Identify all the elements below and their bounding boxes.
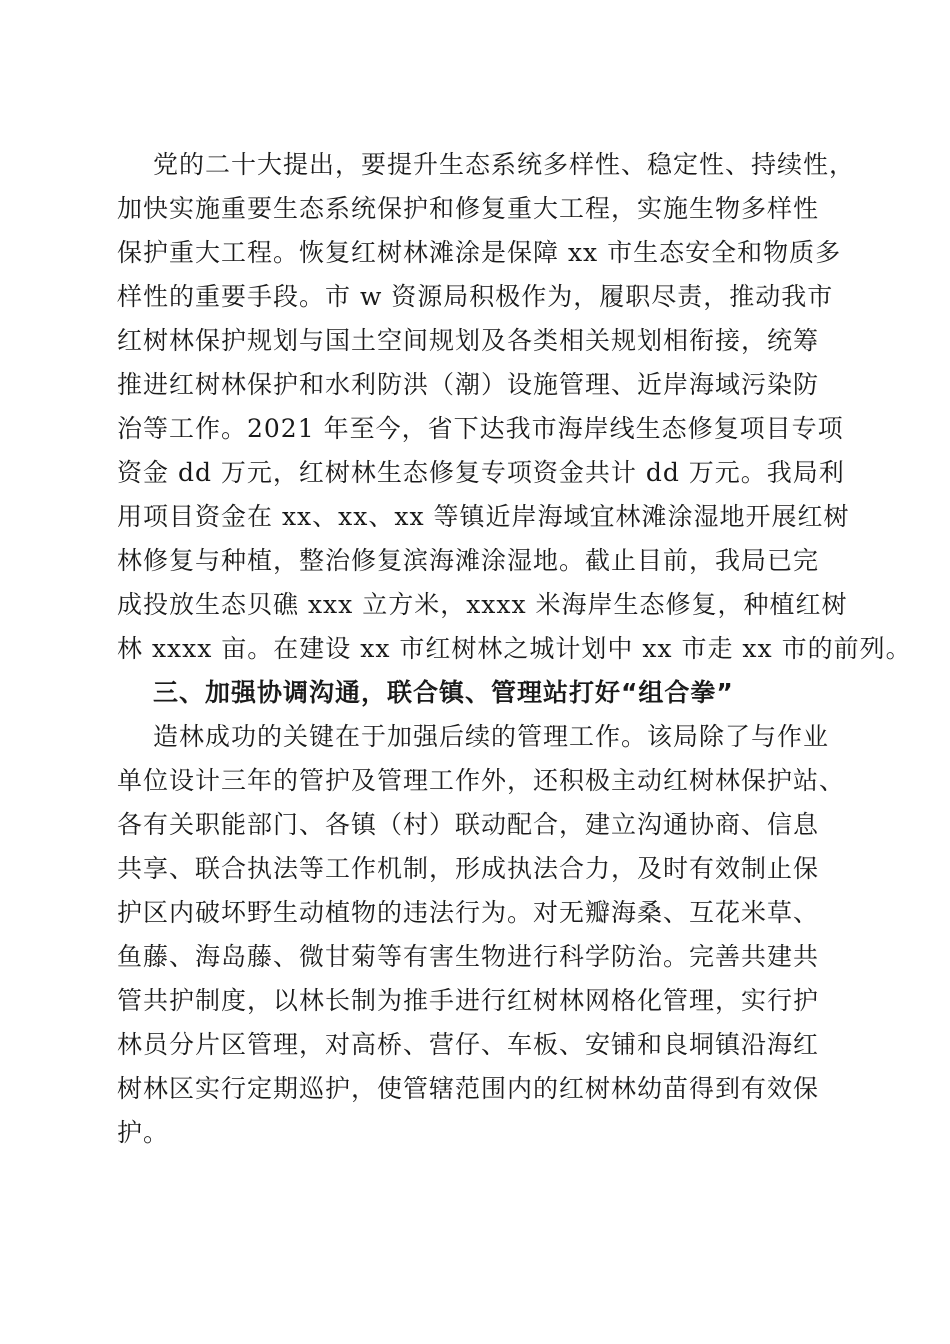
- paragraph-2-line-4: 共享、联合执法等工作机制，形成执法合力，及时有效制止保: [117, 854, 820, 883]
- paragraph-1-line-4: 样性的重要手段。市 w 资源局积极作为，履职尽责，推动我市: [117, 282, 834, 311]
- paragraph-2-line-8: 林员分片区管理，对高桥、营仔、车板、安铺和良垌镇沿海红: [117, 1030, 820, 1059]
- section-3-heading: 三、加强协调沟通，联合镇、管理站打好“组合拳”: [153, 678, 734, 707]
- paragraph-2-line-7: 管共护制度，以林长制为推手进行红树林网格化管理，实行护: [117, 986, 820, 1015]
- paragraph-1-line-8: 资金 dd 万元，红树林生态修复专项资金共计 dd 万元。我局利: [117, 458, 845, 487]
- paragraph-2-line-6: 鱼藤、海岛藤、微甘菊等有害生物进行科学防治。完善共建共: [117, 942, 820, 971]
- paragraph-2-line-3: 各有关职能部门、各镇（村）联动配合，建立沟通协商、信息: [117, 810, 820, 839]
- paragraph-1-line-11: 成投放生态贝礁 xxx 立方米，xxxx 米海岸生态修复，种植红树: [117, 590, 848, 619]
- paragraph-1-line-10: 林修复与种植，整治修复滨海滩涂湿地。截止目前，我局已完: [117, 546, 820, 575]
- paragraph-2-line-2: 单位设计三年的管护及管理工作外，还积极主动红树林保护站、: [117, 766, 846, 795]
- paragraph-2-line-10: 护。: [117, 1118, 170, 1147]
- paragraph-2-line-1: 造林成功的关键在于加强后续的管理工作。该局除了与作业: [153, 722, 830, 751]
- paragraph-1-line-7: 治等工作。2021 年至今，省下达我市海岸线生态修复项目专项: [117, 414, 844, 443]
- paragraph-1-line-3: 保护重大工程。恢复红树林滩涂是保障 xx 市生态安全和物质多: [117, 238, 842, 267]
- paragraph-2-line-5: 护区内破坏野生动植物的违法行为。对无瓣海桑、互花米草、: [117, 898, 820, 927]
- paragraph-1-line-1: 党的二十大提出，要提升生态系统多样性、稳定性、持续性，: [153, 150, 856, 179]
- paragraph-2-line-9: 树林区实行定期巡护，使管辖范围内的红树林幼苗得到有效保: [117, 1074, 820, 1103]
- paragraph-1-line-5: 红树林保护规划与国土空间规划及各类相关规划相衔接，统筹: [117, 326, 820, 355]
- paragraph-1-line-6: 推进红树林保护和水利防洪（潮）设施管理、近岸海域污染防: [117, 370, 820, 399]
- paragraph-1-line-9: 用项目资金在 xx、xx、xx 等镇近岸海域宜林滩涂湿地开展红树: [117, 502, 850, 531]
- paragraph-1-line-12: 林 xxxx 亩。在建设 xx 市红树林之城计划中 xx 市走 xx 市的前列。: [117, 634, 912, 663]
- paragraph-1-line-2: 加快实施重要生态系统保护和修复重大工程，实施生物多样性: [117, 194, 820, 223]
